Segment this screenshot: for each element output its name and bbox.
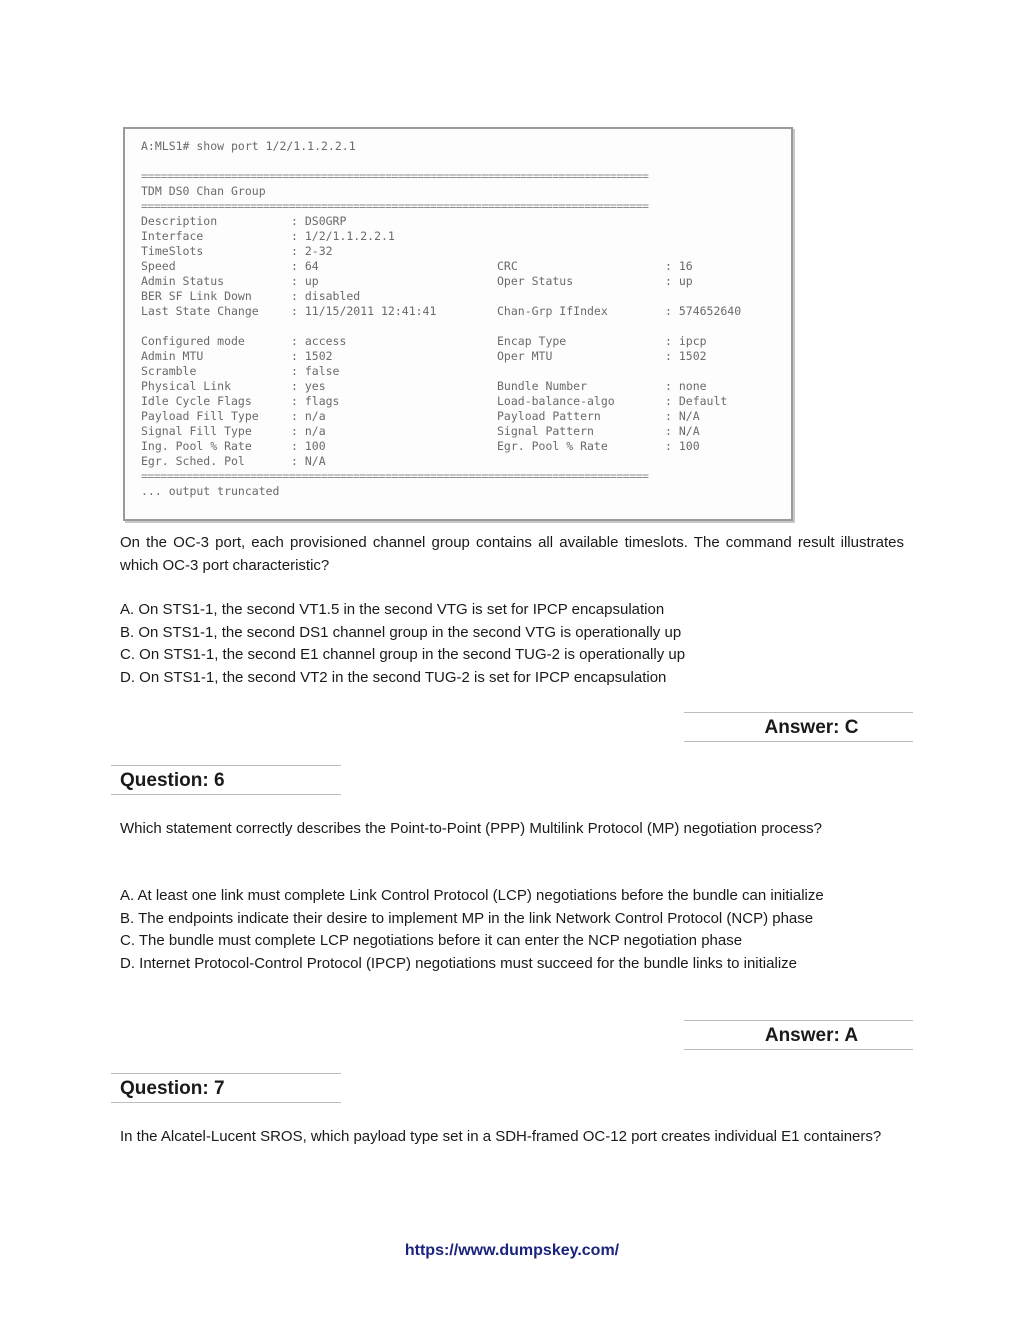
cli-row: Ing. Pool % Rate : 100 Egr. Pool % Rate : 100: [141, 439, 700, 453]
q7-heading: Question: 7: [111, 1073, 341, 1103]
cli-separator: ===============================================================================: [141, 199, 649, 213]
cli-row: Interface : 1/2/1.1.2.2.1: [141, 229, 395, 243]
q6-heading: Question: 6: [111, 765, 341, 795]
cli-section-title: TDM DS0 Chan Group: [141, 184, 266, 198]
cli-truncated-note: ... output truncated: [141, 484, 280, 498]
cli-row: Configured mode : access Encap Type : ipcp: [141, 334, 707, 348]
q5-answer: Answer: C: [684, 712, 913, 742]
cli-row: TimeSlots : 2-32: [141, 244, 333, 258]
cli-row: Signal Fill Type : n/a Signal Pattern : N/A: [141, 424, 700, 438]
cli-row: BER SF Link Down : disabled: [141, 289, 361, 303]
q6-option-a: A. At least one link must complete Link Control Protocol (LCP) negotiations before the bundle can initialize: [120, 887, 824, 904]
q6-stem: Which statement correctly describes the Point-to-Point (PPP) Multilink Protocol (MP) negotiation process?: [120, 820, 822, 837]
cli-field-group-1: [141, 214, 791, 319]
q7-stem: In the Alcatel-Lucent SROS, which payload type set in a SDH-framed OC-12 port creates individual E1 containers?: [120, 1128, 882, 1145]
cli-row: Physical Link : yes Bundle Number : none: [141, 379, 707, 393]
cli-row: Idle Cycle Flags : flags Load-balance-algo : Default: [141, 394, 728, 408]
q5-option-d: D. On STS1-1, the second VT2 in the second TUG-2 is set for IPCP encapsulation: [120, 668, 667, 686]
cli-row: Scramble : false: [141, 364, 340, 378]
cli-row: Last State Change : 11/15/2011 12:41:41 Chan-Grp IfIndex : 574652640: [141, 304, 742, 318]
cli-row: Speed : 64 CRC : 16: [141, 259, 693, 273]
cli-row: Egr. Sched. Pol : N/A: [141, 454, 326, 468]
cli-row: Description : DS0GRP: [141, 214, 347, 228]
cli-field-group-2: [141, 334, 791, 469]
q5-stem: On the OC-3 port, each provisioned channel group contains all available timeslots. The command result illustrates which OC-3 port characteristic?: [120, 534, 904, 574]
cli-prompt: A:MLS1# show port 1/2/1.1.2.2.1: [141, 139, 356, 153]
q6-options: [120, 885, 904, 975]
q5-option-b: B. On STS1-1, the second DS1 channel group in the second VTG is operationally up: [120, 623, 682, 641]
cli-separator: ===============================================================================: [141, 169, 649, 183]
q6-option-b: B. The endpoints indicate their desire to implement MP in the link Network Control Protocol (NCP) phase: [120, 909, 814, 927]
cli-separator: ===============================================================================: [141, 469, 649, 483]
q6-option-d: D. Internet Protocol-Control Protocol (IPCP) negotiations must succeed for the bundle links to initialize: [120, 954, 797, 972]
footer-url-link[interactable]: https://www.dumpskey.com/: [404, 1242, 620, 1259]
q5-option-a: A. On STS1-1, the second VT1.5 in the second VTG is set for IPCP encapsulation: [120, 601, 665, 618]
cli-row: Payload Fill Type : n/a Payload Pattern : N/A: [141, 409, 700, 423]
cli-row: Admin MTU : 1502 Oper MTU : 1502: [141, 349, 707, 363]
q5-option-c: C. On STS1-1, the second E1 channel group in the second TUG-2 is operationally up: [120, 646, 686, 663]
q6-answer: Answer: A: [684, 1020, 913, 1050]
q5-options: [120, 599, 904, 689]
q6-option-c: C. The bundle must complete LCP negotiations before it can enter the NCP negotiation phase: [120, 932, 743, 949]
cli-row: Admin Status : up Oper Status : up: [141, 274, 693, 288]
cli-output-screenshot: [123, 127, 793, 521]
